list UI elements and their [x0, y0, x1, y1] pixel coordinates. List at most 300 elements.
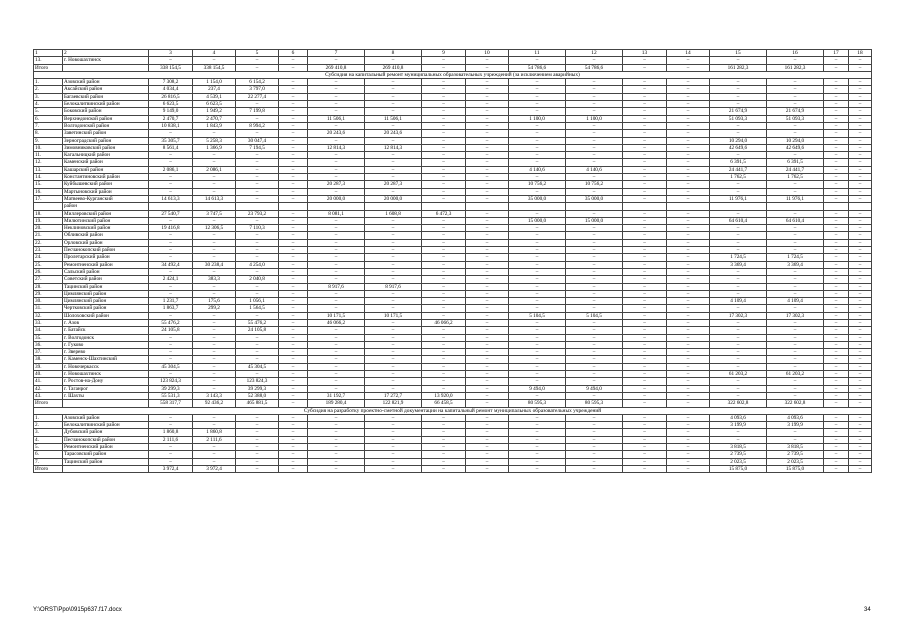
value-cell: –	[466, 385, 509, 392]
value-cell: –	[193, 290, 236, 297]
value-cell: –	[466, 283, 509, 290]
value-cell: –	[566, 210, 623, 217]
table-row	[34, 130, 872, 137]
value-cell: –	[308, 305, 365, 312]
value-cell: –	[710, 378, 767, 385]
row-number-cell: 38.	[34, 356, 63, 363]
value-cell: –	[236, 458, 279, 465]
row-name-cell: Мартыновский район	[63, 188, 149, 195]
table-row	[34, 429, 872, 436]
value-cell: –	[566, 356, 623, 363]
value-cell: 5	[236, 50, 279, 57]
value-cell: 11 506,1	[308, 115, 365, 122]
value-cell: 17	[824, 50, 849, 57]
value-cell: –	[710, 305, 767, 312]
value-cell: –	[667, 319, 710, 326]
value-cell: 10 171,5	[308, 312, 365, 319]
value-cell: –	[466, 414, 509, 421]
value-cell: –	[566, 261, 623, 268]
value-cell: –	[308, 108, 365, 115]
value-cell: 3	[149, 50, 193, 57]
value-cell: –	[824, 144, 849, 151]
value-cell: –	[365, 268, 422, 275]
value-cell: –	[566, 422, 623, 429]
value-cell: 13 920,0	[422, 392, 466, 399]
value-cell: –	[566, 392, 623, 399]
value-cell: 8 917,6	[365, 283, 422, 290]
value-cell: –	[667, 247, 710, 254]
value-cell: –	[566, 57, 623, 64]
value-cell: –	[279, 166, 308, 173]
value-cell: –	[422, 341, 466, 348]
value-cell: –	[710, 385, 767, 392]
value-cell: –	[149, 188, 193, 195]
row-name-cell: Аксайский район	[63, 86, 149, 93]
value-cell: –	[279, 451, 308, 458]
value-cell: –	[667, 122, 710, 129]
value-cell: –	[308, 356, 365, 363]
value-cell: 2 111,6	[193, 436, 236, 443]
value-cell: –	[279, 290, 308, 297]
value-cell: –	[566, 174, 623, 181]
row-name-cell: г. Новочеркасск	[63, 363, 149, 370]
value-cell: –	[849, 210, 872, 217]
value-cell: 1 860,8	[193, 429, 236, 436]
value-cell: –	[279, 108, 308, 115]
value-cell: –	[279, 312, 308, 319]
value-cell: –	[667, 254, 710, 261]
row-name-cell: Орловский район	[63, 239, 149, 246]
value-cell: 18	[849, 50, 872, 57]
value-cell: –	[308, 429, 365, 436]
value-cell: 31 192,7	[308, 392, 365, 399]
value-cell: 42 649,6	[710, 144, 767, 151]
value-cell: 175,6	[193, 298, 236, 305]
table-row	[34, 115, 872, 122]
row-name-cell: Песчанокопский район	[63, 247, 149, 254]
value-cell: –	[509, 130, 566, 137]
value-cell: –	[623, 239, 667, 246]
value-cell: –	[509, 174, 566, 181]
value-cell: –	[308, 363, 365, 370]
value-cell: –	[824, 261, 849, 268]
value-cell: –	[422, 144, 466, 151]
value-cell: –	[849, 239, 872, 246]
row-name-cell: г. Зверево	[63, 349, 149, 356]
value-cell: –	[365, 79, 422, 86]
value-cell: –	[566, 268, 623, 275]
value-cell: –	[667, 152, 710, 159]
value-cell: –	[279, 392, 308, 399]
value-cell: 338 154,5	[149, 64, 193, 71]
table-row	[34, 414, 872, 421]
value-cell: –	[466, 327, 509, 334]
value-cell: 30 238,4	[193, 261, 236, 268]
value-cell: 13	[623, 50, 667, 57]
value-cell: –	[422, 239, 466, 246]
value-cell: 1 762,5	[710, 174, 767, 181]
value-cell: 2 023,5	[710, 458, 767, 465]
row-number-cell: 2.	[34, 86, 63, 93]
row-name-cell: г. Ростов-на-Дону	[63, 378, 149, 385]
value-cell: –	[623, 108, 667, 115]
value-cell: 2 086,1	[149, 166, 193, 173]
page-number: 34	[864, 607, 871, 613]
value-cell: –	[149, 254, 193, 261]
value-cell: –	[149, 422, 193, 429]
value-cell: –	[509, 363, 566, 370]
value-cell: –	[466, 239, 509, 246]
value-cell: –	[710, 290, 767, 297]
value-cell: –	[466, 144, 509, 151]
row-name-cell: Кашарский район	[63, 166, 149, 173]
value-cell: 123 824,3	[236, 378, 279, 385]
value-cell: –	[824, 159, 849, 166]
value-cell: –	[193, 422, 236, 429]
value-cell: 24 441,7	[767, 166, 824, 173]
value-cell: –	[767, 181, 824, 188]
table-row	[34, 86, 872, 93]
value-cell: –	[422, 57, 466, 64]
row-name-cell: Зимовниковский район	[63, 144, 149, 151]
value-cell: 2 424,1	[149, 276, 193, 283]
value-cell: –	[767, 392, 824, 399]
value-cell: –	[308, 422, 365, 429]
value-cell: –	[279, 115, 308, 122]
value-cell: –	[308, 247, 365, 254]
value-cell: 11 506,1	[365, 115, 422, 122]
row-number-cell: 1.	[34, 79, 63, 86]
row-number-cell	[34, 203, 63, 210]
value-cell: 46 066,2	[422, 319, 466, 326]
value-cell: –	[466, 225, 509, 232]
row-name-cell: Милютинский район	[63, 217, 149, 224]
value-cell: 11 976,1	[710, 195, 767, 202]
value-cell: 54 786,6	[509, 64, 566, 71]
value-cell: –	[279, 159, 308, 166]
value-cell: –	[422, 159, 466, 166]
value-cell: –	[193, 356, 236, 363]
value-cell: –	[667, 93, 710, 100]
value-cell: –	[667, 429, 710, 436]
value-cell: –	[193, 414, 236, 421]
value-cell: –	[710, 86, 767, 93]
value-cell: 1 056,1	[236, 298, 279, 305]
value-cell: –	[466, 363, 509, 370]
value-cell: –	[279, 371, 308, 378]
value-cell: –	[466, 349, 509, 356]
value-cell: –	[849, 225, 872, 232]
value-cell: –	[193, 341, 236, 348]
value-cell: –	[509, 276, 566, 283]
value-cell: –	[767, 385, 824, 392]
value-cell: –	[623, 79, 667, 86]
value-cell: –	[149, 57, 193, 64]
row-name-cell: Тацинский район	[63, 458, 149, 465]
value-cell: 8	[365, 50, 422, 57]
value-cell: –	[849, 130, 872, 137]
table-row	[34, 195, 872, 202]
value-cell: –	[824, 108, 849, 115]
table-row	[34, 225, 872, 232]
value-cell: –	[623, 144, 667, 151]
table-row	[34, 422, 872, 429]
value-cell: –	[566, 101, 623, 108]
value-cell: –	[566, 239, 623, 246]
row-number-cell: 3.	[34, 93, 63, 100]
table-row	[34, 247, 872, 254]
value-cell: –	[509, 261, 566, 268]
value-cell: –	[422, 334, 466, 341]
value-cell: 1 860,8	[149, 429, 193, 436]
value-cell: –	[623, 64, 667, 71]
value-cell: –	[422, 444, 466, 451]
value-cell: –	[849, 247, 872, 254]
value-cell: –	[422, 101, 466, 108]
value-cell: –	[509, 371, 566, 378]
value-cell	[279, 203, 308, 210]
value-cell: 5 258,3	[193, 137, 236, 144]
value-cell: 55 476,2	[149, 319, 193, 326]
value-cell: –	[308, 122, 365, 129]
table-row	[34, 152, 872, 159]
value-cell: –	[509, 298, 566, 305]
row-number-cell: 2.	[34, 422, 63, 429]
value-cell: 15	[710, 50, 767, 57]
table-row	[34, 290, 872, 297]
column-number-header	[34, 50, 872, 57]
value-cell: 1 843,9	[193, 122, 236, 129]
value-cell: 4	[193, 50, 236, 57]
value-cell: –	[193, 312, 236, 319]
value-cell: –	[365, 254, 422, 261]
row-name-cell: г. Батайск	[63, 327, 149, 334]
value-cell: –	[308, 458, 365, 465]
value-cell: 15 000,0	[509, 217, 566, 224]
value-cell: –	[824, 79, 849, 86]
value-cell: 8 081,1	[308, 210, 365, 217]
value-cell: –	[279, 93, 308, 100]
section-title-row	[34, 71, 872, 78]
value-cell: –	[824, 298, 849, 305]
value-cell: –	[466, 422, 509, 429]
value-cell: –	[308, 385, 365, 392]
value-cell: –	[149, 159, 193, 166]
value-cell: 4 109,4	[767, 298, 824, 305]
value-cell: –	[149, 349, 193, 356]
row-name-cell	[63, 400, 149, 407]
value-cell: –	[509, 108, 566, 115]
value-cell: –	[422, 458, 466, 465]
value-cell: –	[365, 436, 422, 443]
value-cell: –	[849, 436, 872, 443]
value-cell: –	[566, 93, 623, 100]
value-cell: –	[308, 334, 365, 341]
value-cell: –	[623, 268, 667, 275]
value-cell: –	[279, 254, 308, 261]
table-row	[34, 341, 872, 348]
value-cell: –	[308, 101, 365, 108]
value-cell: 20 287,3	[308, 181, 365, 188]
value-cell: 1 762,5	[767, 174, 824, 181]
value-cell: –	[149, 414, 193, 421]
value-cell: –	[710, 341, 767, 348]
value-cell: 122 821,9	[365, 400, 422, 407]
value-cell: –	[824, 188, 849, 195]
row-name-cell: Пролетарский район	[63, 254, 149, 261]
value-cell: 1 154,0	[193, 79, 236, 86]
value-cell: –	[279, 152, 308, 159]
value-cell: 558 317,7	[149, 400, 193, 407]
table-row	[34, 261, 872, 268]
value-cell: –	[466, 392, 509, 399]
value-cell: –	[422, 64, 466, 71]
value-cell: –	[422, 385, 466, 392]
value-cell: –	[710, 349, 767, 356]
value-cell: –	[566, 334, 623, 341]
value-cell: –	[824, 276, 849, 283]
value-cell: –	[509, 451, 566, 458]
value-cell: –	[566, 414, 623, 421]
value-cell: –	[824, 225, 849, 232]
value-cell: –	[824, 305, 849, 312]
value-cell: –	[236, 436, 279, 443]
value-cell: –	[667, 327, 710, 334]
value-cell: 2 023,5	[767, 458, 824, 465]
value-cell: –	[824, 451, 849, 458]
value-cell: –	[710, 225, 767, 232]
value-cell: –	[824, 458, 849, 465]
value-cell: –	[236, 159, 279, 166]
document-path: Y:\ORST\Ppo\0915p637.f17.docx	[33, 607, 122, 613]
value-cell: –	[308, 93, 365, 100]
value-cell: –	[279, 436, 308, 443]
value-cell: 2 040,8	[236, 276, 279, 283]
value-cell: –	[509, 283, 566, 290]
value-cell: 19 416,8	[149, 225, 193, 232]
value-cell: –	[279, 64, 308, 71]
value-cell: –	[710, 130, 767, 137]
row-name-cell: Белокалитвинский район	[63, 422, 149, 429]
value-cell: –	[149, 290, 193, 297]
value-cell: –	[767, 356, 824, 363]
value-cell: –	[667, 188, 710, 195]
value-cell: –	[509, 159, 566, 166]
value-cell: 6 623,5	[193, 101, 236, 108]
section-title-row	[34, 407, 872, 414]
row-name-cell: Чертковский район	[63, 305, 149, 312]
value-cell: –	[824, 436, 849, 443]
value-cell: 30 047,4	[236, 137, 279, 144]
row-name-cell: Белокалитвинский район	[63, 101, 149, 108]
value-cell: –	[849, 232, 872, 239]
value-cell: 52 388,0	[236, 392, 279, 399]
row-number-cell: 25.	[34, 261, 63, 268]
row-name-cell: район	[63, 203, 149, 210]
row-number-cell: 43.	[34, 392, 63, 399]
value-cell: 299,2	[193, 305, 236, 312]
value-cell	[824, 203, 849, 210]
value-cell: –	[623, 400, 667, 407]
value-cell: –	[824, 429, 849, 436]
row-name-cell: Верхнедонской район	[63, 115, 149, 122]
value-cell: –	[824, 181, 849, 188]
value-cell: –	[236, 166, 279, 173]
value-cell: –	[623, 210, 667, 217]
value-cell: –	[365, 232, 422, 239]
table-row	[34, 159, 872, 166]
value-cell: –	[466, 465, 509, 472]
value-cell: –	[767, 290, 824, 297]
value-cell: –	[667, 79, 710, 86]
value-cell: –	[667, 283, 710, 290]
value-cell: –	[466, 334, 509, 341]
row-name-cell	[63, 465, 149, 472]
value-cell: 17 272,7	[365, 392, 422, 399]
value-cell: –	[667, 276, 710, 283]
value-cell: –	[279, 385, 308, 392]
value-cell: –	[509, 378, 566, 385]
value-cell: 42 649,6	[767, 144, 824, 151]
row-number-cell: 18.	[34, 210, 63, 217]
value-cell	[149, 203, 193, 210]
value-cell: –	[308, 159, 365, 166]
value-cell: –	[279, 174, 308, 181]
value-cell: –	[849, 254, 872, 261]
value-cell: 269 410,8	[365, 64, 422, 71]
value-cell: –	[193, 188, 236, 195]
value-cell: –	[308, 414, 365, 421]
value-cell: –	[667, 268, 710, 275]
row-number-cell: 24.	[34, 254, 63, 261]
row-name-cell: Сальский район	[63, 268, 149, 275]
value-cell: –	[767, 436, 824, 443]
value-cell: –	[824, 283, 849, 290]
value-cell: –	[279, 144, 308, 151]
value-cell: –	[193, 217, 236, 224]
value-cell: 45 304,5	[236, 363, 279, 370]
row-name-cell: Шолоховский район	[63, 312, 149, 319]
value-cell: –	[710, 429, 767, 436]
value-cell: –	[509, 57, 566, 64]
value-cell: 12	[566, 50, 623, 57]
value-cell: 338 154,5	[193, 64, 236, 71]
value-cell: –	[308, 371, 365, 378]
value-cell: –	[849, 276, 872, 283]
value-cell: 3 797,0	[236, 86, 279, 93]
value-cell	[509, 203, 566, 210]
row-number-cell: 41.	[34, 378, 63, 385]
row-number-cell: 11.	[34, 152, 63, 159]
value-cell: 4 539,1	[193, 93, 236, 100]
value-cell: –	[849, 444, 872, 451]
value-cell: –	[466, 122, 509, 129]
value-cell: –	[279, 276, 308, 283]
row-name-cell: г. Волгодонск	[63, 334, 149, 341]
value-cell: 27 540,7	[149, 210, 193, 217]
value-cell: –	[279, 261, 308, 268]
value-cell: –	[509, 122, 566, 129]
value-cell: –	[623, 444, 667, 451]
value-cell: 17 302,3	[767, 312, 824, 319]
value-cell: 3 369,4	[710, 261, 767, 268]
value-cell: –	[824, 341, 849, 348]
value-cell: 1 724,5	[710, 254, 767, 261]
row-number-cell: 5.	[34, 444, 63, 451]
value-cell: –	[466, 108, 509, 115]
table-row	[34, 239, 872, 246]
value-cell: –	[767, 349, 824, 356]
